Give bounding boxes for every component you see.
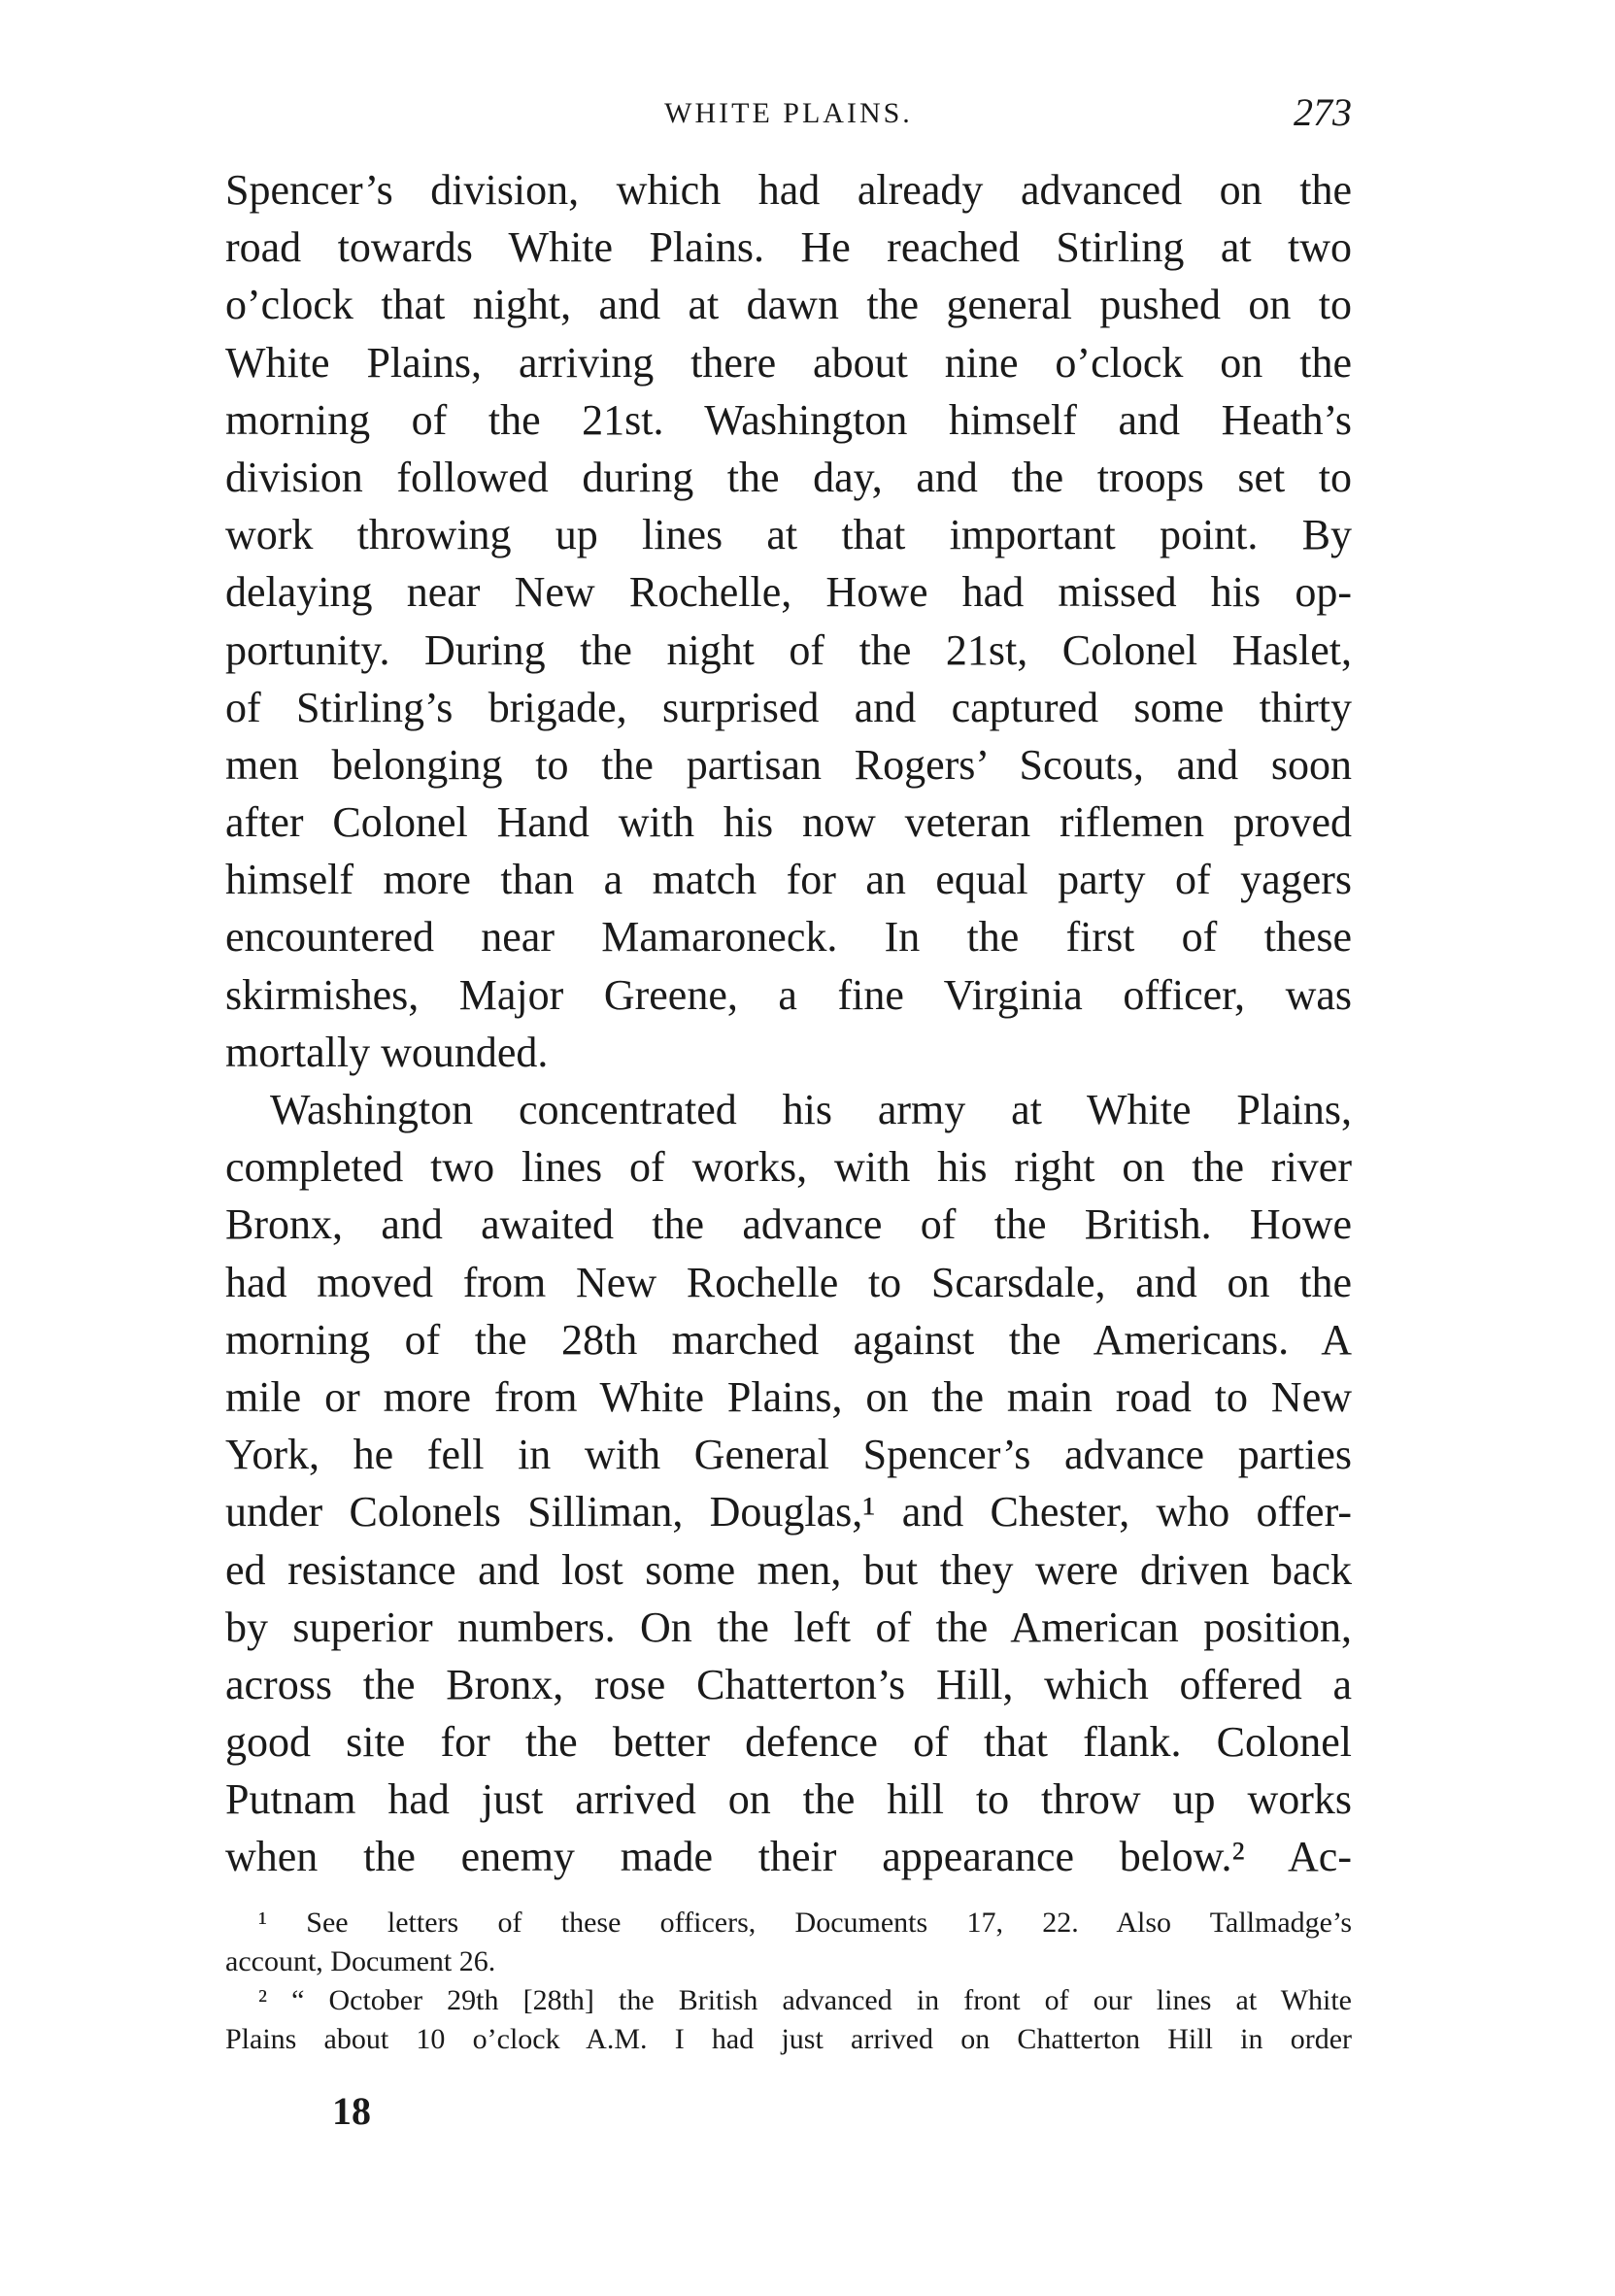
text-line: after Colonel Hand with his now veteran riflemen proved <box>225 798 1352 847</box>
signature-mark: 18 <box>332 2089 371 2133</box>
footnote-1-continued: account, Document 26. <box>225 1945 496 1977</box>
text-line: portunity. During the night of the 21st, Colonel Haslet, <box>225 625 1352 674</box>
text-line: mortally wounded. <box>225 1028 549 1076</box>
footnotes <box>225 1904 1352 2059</box>
text-line: of Stirling’s brigade, surprised and captured some thirty <box>225 683 1352 731</box>
text-line: Bronx, and awaited the advance of the British. Howe <box>225 1200 1352 1249</box>
footnote-2: ² “ October 29th [28th] the British advanced in front of our lines at White <box>258 1984 1352 2016</box>
running-title: WHITE PLAINS. <box>664 97 913 129</box>
text-line: good site for the better defence of that flank. Colonel <box>225 1718 1352 1767</box>
text-line: skirmishes, Major Greene, a fine Virginia officer, was <box>225 970 1352 1019</box>
text-line: Putnam had just arrived on the hill to throw up works <box>225 1775 1352 1824</box>
footnote-2-continued: Plains about 10 o’clock A.M. I had just arrived on Chatterton Hill in order <box>225 2023 1352 2055</box>
text-line: under Colonels Silliman, Douglas,¹ and Chester, who offer- <box>225 1488 1352 1536</box>
text-line: had moved from New Rochelle to Scarsdale, and on the <box>225 1258 1352 1306</box>
text-line: White Plains, arriving there about nine o’clock on the <box>225 338 1352 387</box>
text-line: delaying near New Rochelle, Howe had missed his op- <box>225 568 1352 617</box>
text-line: morning of the 21st. Washington himself and Heath’s <box>225 395 1352 444</box>
page-number: 273 <box>1294 90 1352 134</box>
text-line: across the Bronx, rose Chatterton’s Hill, which offered a <box>225 1660 1352 1708</box>
text-line: work throwing up lines at that important point. By <box>225 511 1352 559</box>
text-line: morning of the 28th marched against the Americans. A <box>225 1315 1352 1364</box>
text-line: York, he fell in with General Spencer’s advance parties <box>225 1431 1352 1479</box>
text-line: Spencer’s division, which had already advanced on the <box>225 166 1352 214</box>
text-line: road towards White Plains. He reached Stirling at two <box>225 223 1352 272</box>
footnote-1: ¹ See letters of these officers, Documents 17, 22. Also Tallmadge’s <box>258 1907 1352 1939</box>
text-line: men belonging to the partisan Rogers’ Scouts, and soon <box>225 740 1352 789</box>
text-line: division followed during the day, and the troops set to <box>225 453 1352 501</box>
body-text <box>225 161 1352 1886</box>
text-line: encountered near Mamaroneck. In the first of these <box>225 913 1352 962</box>
running-head <box>225 89 1352 148</box>
text-line: mile or more from White Plains, on the main road to New <box>225 1372 1352 1421</box>
text-line: when the enemy made their appearance below.² Ac- <box>225 1833 1352 1881</box>
text-line: o’clock that night, and at dawn the general pushed on to <box>225 281 1352 329</box>
text-line: completed two lines of works, with his right on the river <box>225 1143 1352 1192</box>
text-line: himself more than a match for an equal party of yagers <box>225 856 1352 904</box>
text-line: by superior numbers. On the left of the American position, <box>225 1603 1352 1651</box>
text-line: ed resistance and lost some men, but they were driven back <box>225 1545 1352 1594</box>
paragraph-start-line: Washington concentrated his army at White Plains, <box>270 1086 1352 1133</box>
